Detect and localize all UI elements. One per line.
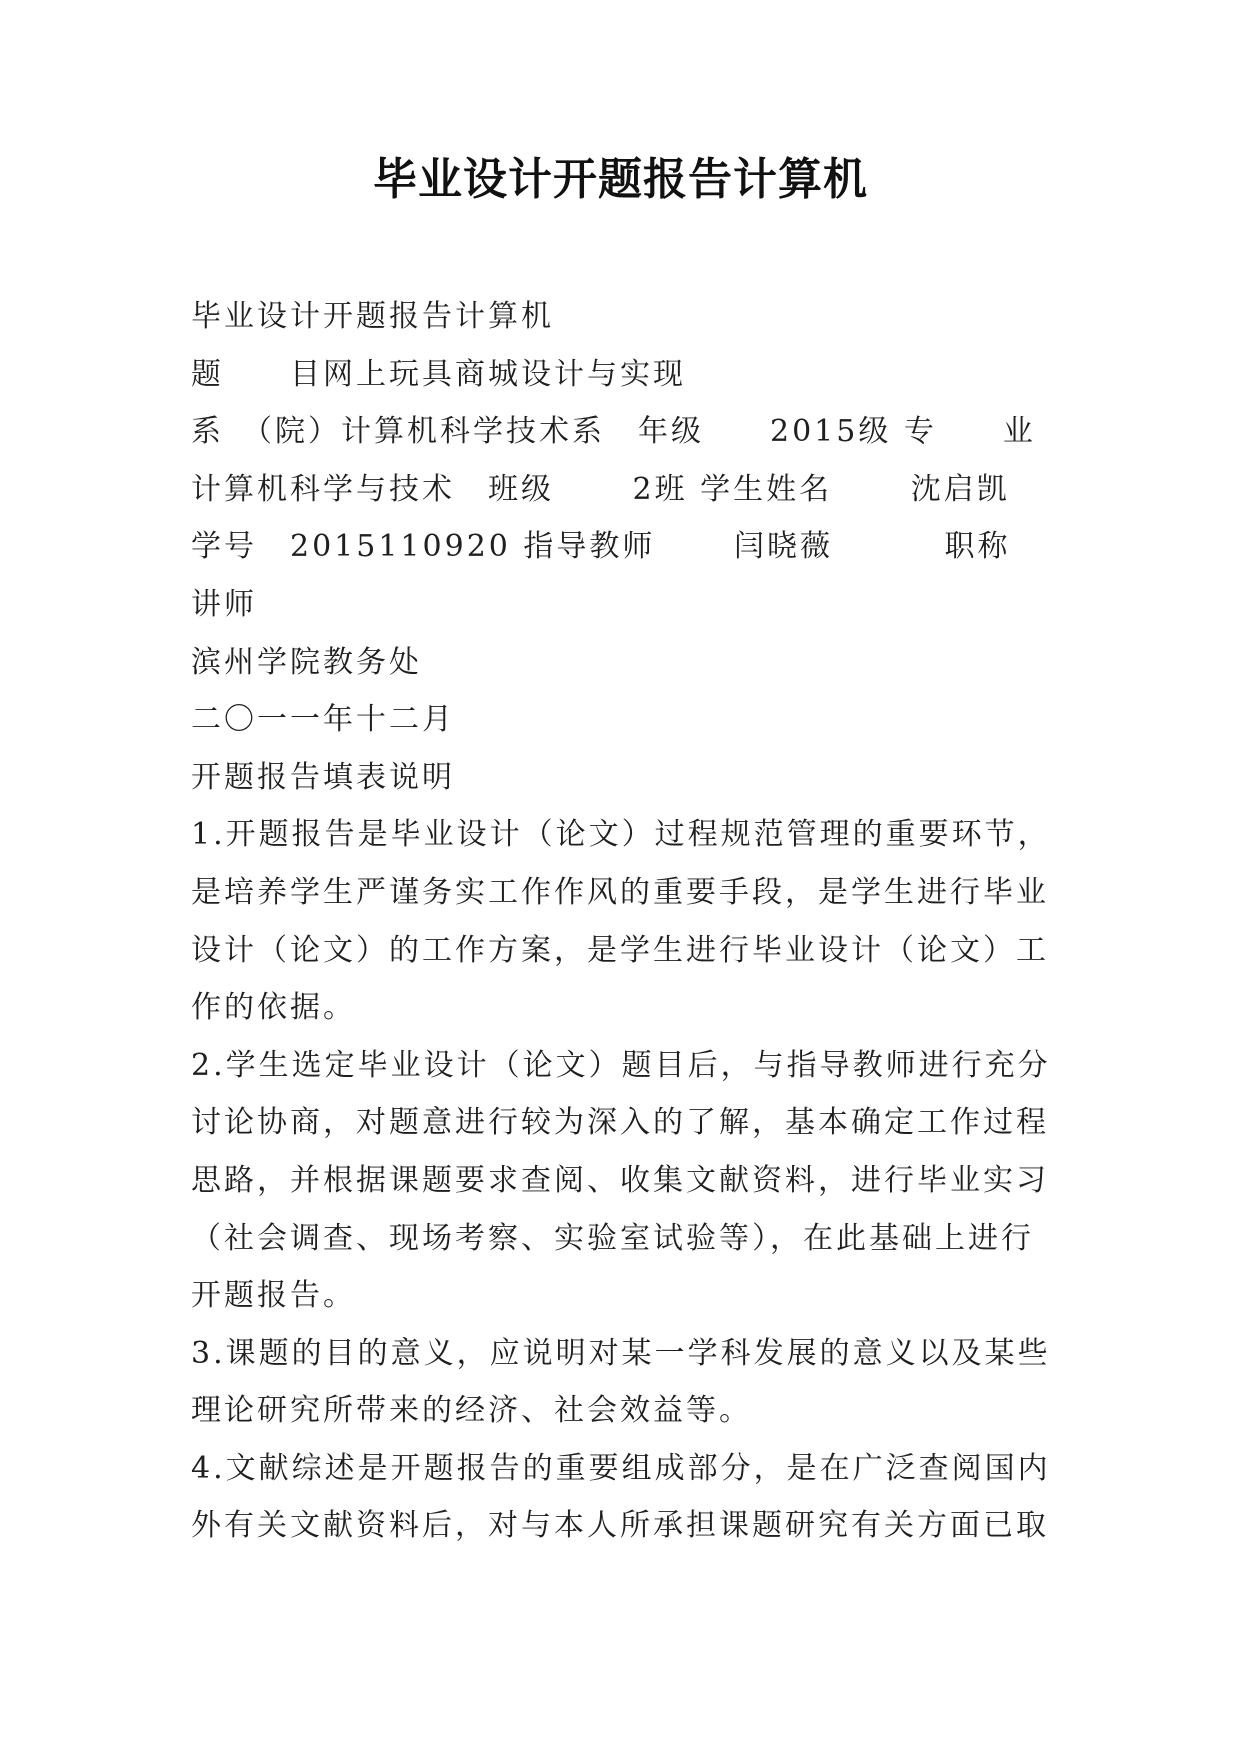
document-title: 毕业设计开题报告计算机 [373, 154, 868, 205]
instruction-2-line-4: （社会调查、现场考察、实验室试验等），在此基础上进行 [191, 1220, 1034, 1256]
instruction-2-line-2: 讨论协商，对题意进行较为深入的了解，基本确定工作过程 [191, 1105, 1049, 1141]
instruction-3-line-2: 理论研究所带来的经济、社会效益等。 [191, 1393, 752, 1429]
advisor-title-line: 讲师 [191, 586, 257, 622]
instruction-2-line-1: 2.学生选定毕业设计（论文）题目后，与指导教师进行充分 [191, 1047, 1051, 1083]
department-line: 系 （院）计算机科学技术系 年级 2015级 专 业 [191, 414, 1036, 450]
instruction-1-line-4: 作的依据。 [191, 990, 356, 1026]
instruction-2-line-5: 开题报告。 [191, 1278, 356, 1314]
instruction-1-line-2: 是培养学生严谨务实工作作风的重要手段，是学生进行毕业 [191, 874, 1049, 910]
student-id-advisor-line: 学号 2015110920 指导教师 闫晓薇 职称 [191, 529, 1011, 565]
office-line: 滨州学院教务处 [191, 644, 422, 680]
topic-line: 题 目网上玩具商城设计与实现 [191, 356, 686, 392]
instruction-4-line-2: 外有关文献资料后，对与本人所承担课题研究有关方面已取 [191, 1508, 1049, 1544]
instruction-2-line-3: 思路，并根据课题要求查阅、收集文献资料，进行毕业实习 [191, 1162, 1049, 1198]
instruction-1-line-3: 设计（论文）的工作方案，是学生进行毕业设计（论文）工 [191, 932, 1049, 968]
instruction-1-line-1: 1.开题报告是毕业设计（论文）过程规范管理的重要环节， [191, 817, 1051, 853]
major-class-student-line: 计算机科学与技术 班级 2班 学生姓名 沈启凯 [191, 471, 1010, 507]
date-line: 二〇一一年十二月 [191, 702, 455, 738]
instruction-4-line-1: 4.文献综述是开题报告的重要组成部分，是在广泛查阅国内 [191, 1450, 1051, 1486]
instructions-heading: 开题报告填表说明 [191, 759, 455, 795]
cover-heading: 毕业设计开题报告计算机 [191, 299, 554, 334]
document-body [191, 288, 1051, 1555]
instruction-3-line-1: 3.课题的目的意义，应说明对某一学科发展的意义以及某些 [191, 1335, 1051, 1371]
